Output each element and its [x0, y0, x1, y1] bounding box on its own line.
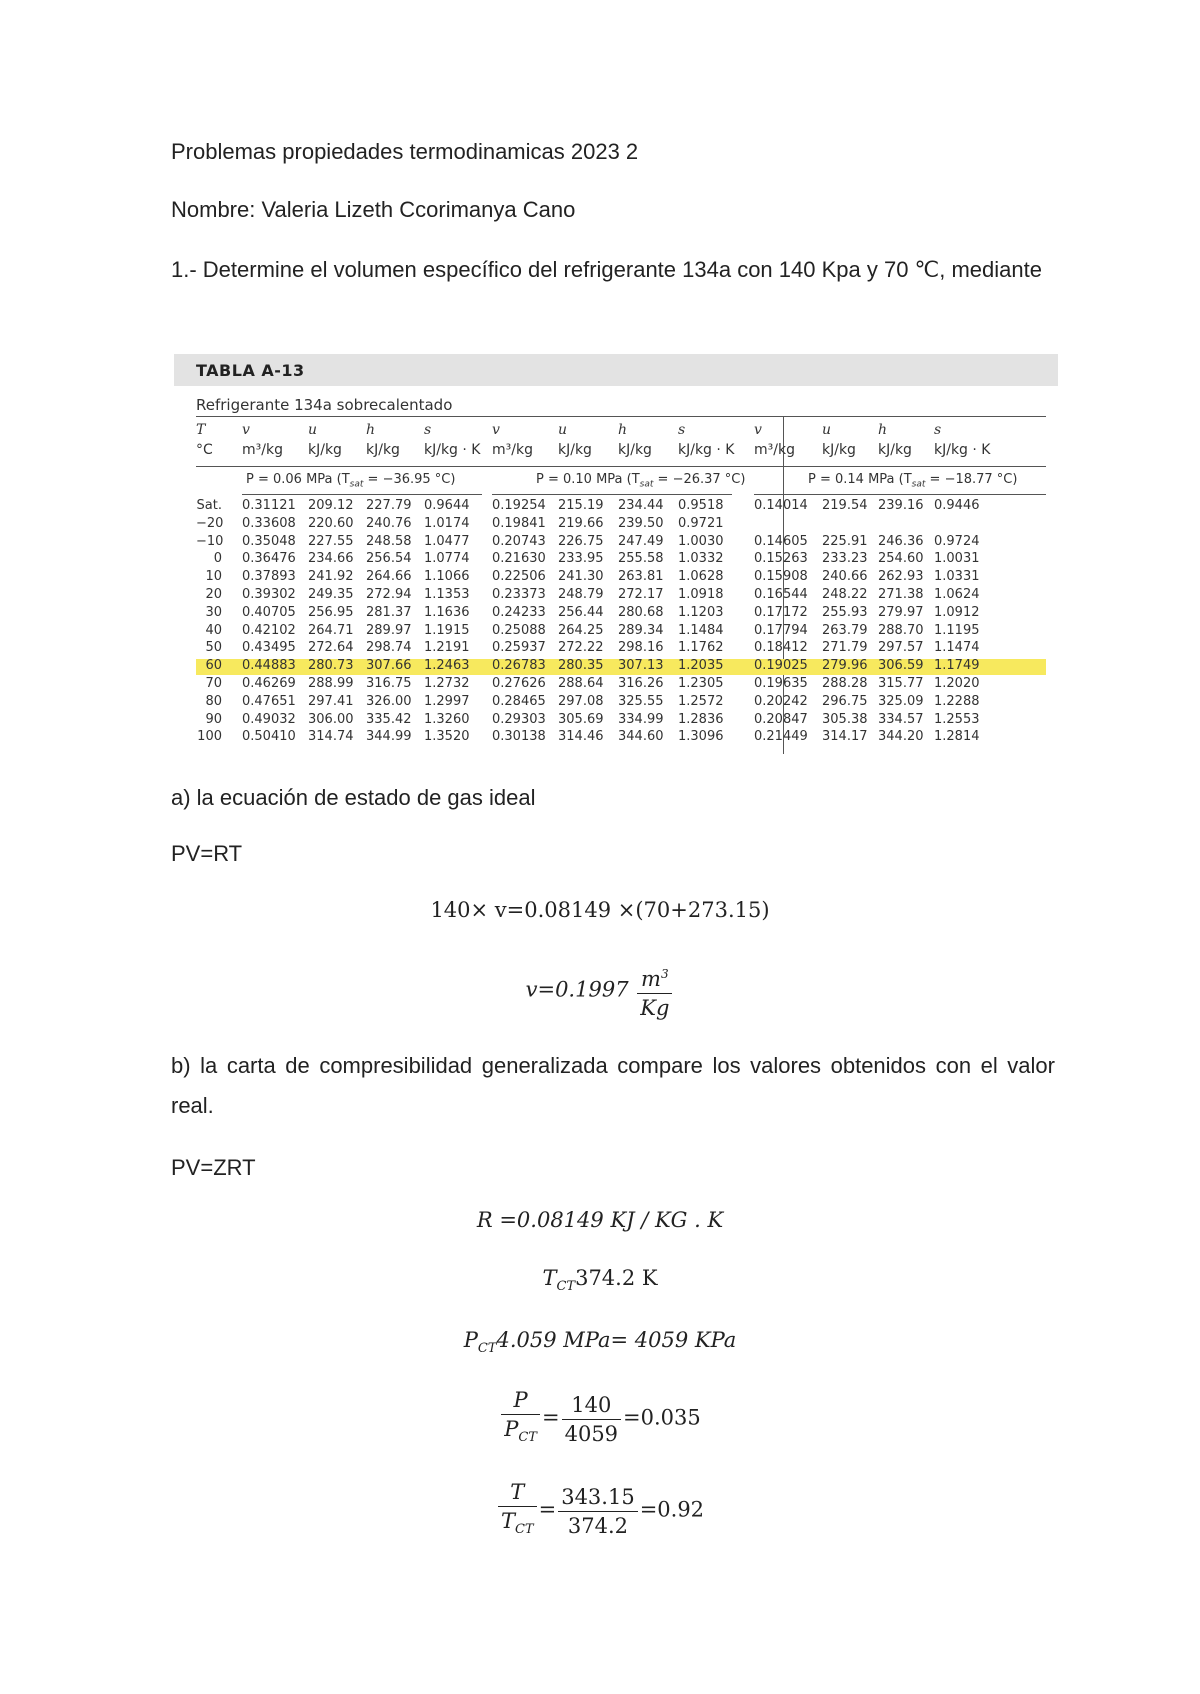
table-cell: 1.2836	[678, 711, 724, 727]
table-cell: 1.3520	[424, 729, 470, 745]
table-cell: 1.2572	[678, 693, 724, 709]
eq6-fraction-1	[501, 1386, 540, 1452]
table-cell: 0.49032	[242, 711, 296, 727]
table-cell: 1.1636	[424, 604, 470, 620]
problem-1-statement: 1.- Determine el volumen específico del refrigerante 134a con 140 Kpa y 70 ℃, mediante	[171, 257, 1042, 282]
table-cell: 334.99	[618, 711, 664, 727]
table-cell: 240.66	[822, 569, 868, 585]
table-title-band	[174, 354, 1058, 386]
eq5-sub: CT	[477, 1341, 497, 1357]
equation-critical-temperature	[0, 1266, 1200, 1294]
table-cell: 314.74	[308, 729, 354, 745]
header-unit: kJ/kg · K	[424, 442, 481, 458]
table-cell: 219.54	[822, 498, 868, 513]
table-cell: 0.40705	[242, 604, 296, 620]
table-cell: 247.49	[618, 533, 664, 549]
table-cell: 1.1066	[424, 569, 470, 585]
table-cell: 1.0031	[934, 551, 980, 567]
table-cell: 0.35048	[242, 533, 296, 549]
eq5-symbol: P	[463, 1328, 478, 1352]
row-temperature: 100	[197, 729, 222, 745]
row-temperature: 90	[205, 711, 222, 727]
table-cell: 0.29303	[492, 711, 546, 727]
table-cell: 0.39302	[242, 587, 296, 602]
table-cell: 0.18412	[754, 640, 808, 656]
student-name: Nombre: Valeria Lizeth Ccorimanya Cano	[171, 197, 576, 222]
table-cell: 1.1203	[678, 604, 724, 620]
table-cell: 248.22	[822, 587, 868, 602]
header-unit: m³/kg	[754, 442, 795, 458]
header-unit: m³/kg	[242, 442, 283, 458]
table-cell: 262.93	[878, 569, 924, 585]
table-cell: 314.46	[558, 729, 604, 745]
row-temperature: 80	[205, 693, 222, 709]
table-cell: 1.2288	[934, 693, 980, 709]
table-cell: 1.2553	[934, 711, 980, 727]
header-unit: kJ/kg · K	[678, 442, 735, 458]
table-cell: 0.9446	[934, 498, 980, 513]
header-symbol: u	[822, 422, 832, 438]
eq2-num-sup: 3	[660, 967, 669, 981]
table-cell: 288.64	[558, 676, 604, 691]
table-cell: 234.44	[618, 498, 664, 513]
table-cell: 0.19635	[754, 676, 808, 691]
eq6-num: P	[501, 1386, 540, 1415]
table-cell: 0.9644	[424, 498, 470, 513]
header-unit: kJ/kg	[618, 442, 652, 458]
table-cell: 0.42102	[242, 622, 296, 638]
header-symbol: v	[492, 422, 500, 438]
table-cell: 1.1484	[678, 622, 724, 638]
compressibility-equation: PV=ZRT	[171, 1155, 256, 1180]
header-symbol: h	[878, 422, 888, 438]
table-cell: 241.30	[558, 569, 604, 585]
table-cell: 1.2997	[424, 693, 470, 709]
table-cell: 315.77	[878, 676, 924, 691]
table-cell: 264.25	[558, 622, 604, 638]
row-temperature: 50	[205, 640, 222, 656]
table-cell: 0.20242	[754, 693, 808, 709]
table-top-rule	[196, 416, 1046, 417]
table-cell: 281.37	[366, 604, 412, 620]
table-cell: 227.79	[366, 498, 412, 513]
table-cell: 0.23373	[492, 587, 546, 602]
table-cell: 215.19	[558, 498, 604, 513]
table-cell: 0.9724	[934, 533, 980, 549]
table-cell: 271.79	[822, 640, 868, 656]
header-symbol: s	[424, 422, 432, 438]
table-cell: 298.74	[366, 640, 412, 656]
table-cell: 344.99	[366, 729, 412, 745]
eq2-den: Kg	[640, 996, 670, 1020]
table-cell: 305.69	[558, 711, 604, 727]
table-title: TABLA A-13	[196, 361, 305, 380]
table-cell: 1.0918	[678, 587, 724, 602]
table-cell: 1.0477	[424, 533, 470, 549]
equation-ideal-gas-substitution: 140× v=0.08149 ×(70+273.15)	[430, 898, 770, 922]
table-cell: 0.26783	[492, 658, 546, 674]
table-cell: 1.3260	[424, 711, 470, 727]
eq6-den: P	[504, 1417, 519, 1441]
table-cell: 240.76	[366, 515, 412, 531]
table-cell: 1.0030	[678, 533, 724, 549]
header-unit: kJ/kg	[822, 442, 856, 458]
table-cell: 279.97	[878, 604, 924, 620]
eq7-fraction-1	[498, 1478, 537, 1544]
equation-reduced-temperature: $\frac{T}{T_{CT}}$ = $\frac{343.15}{374.2}$ =0.92	[0, 1478, 1200, 1544]
table-cell: 1.1353	[424, 587, 470, 602]
table-cell: 272.64	[308, 640, 354, 656]
table-cell: 1.0332	[678, 551, 724, 567]
eq5-value: 4.059 MPa= 4059 KPa	[496, 1328, 737, 1352]
table-subtitle: Refrigerante 134a sobrecalentado	[196, 396, 453, 414]
document-heading: Problemas propiedades termodinamicas 2023 2	[171, 139, 639, 164]
table-cell: 255.93	[822, 604, 868, 620]
table-cell: 325.09	[878, 693, 924, 709]
table-cell: 280.73	[308, 658, 354, 674]
table-cell: 279.96	[822, 658, 868, 674]
header-unit: kJ/kg	[366, 442, 400, 458]
header-symbol: h	[366, 422, 376, 438]
part-b-label: b) la carta de compresibilidad generalizada compare los valores obtenidos con el valor real.	[171, 1053, 1055, 1118]
table-cell: 1.2814	[934, 729, 980, 745]
table-cell: 0.17794	[754, 622, 808, 638]
pressure-caption-rule	[492, 494, 732, 495]
table-cell: 1.3096	[678, 729, 724, 745]
eq7-den2: 374.2	[567, 1513, 628, 1538]
table-cell: 316.75	[366, 676, 412, 691]
table-cell: 0.21630	[492, 551, 546, 567]
table-cell: 1.1749	[934, 658, 980, 674]
table-cell: 335.42	[366, 711, 412, 727]
table-cell: 1.1195	[934, 622, 980, 638]
table-cell: 0.44883	[242, 658, 296, 674]
table-cell: 1.2305	[678, 676, 724, 691]
header-unit: kJ/kg	[308, 442, 342, 458]
table-cell: 0.37893	[242, 569, 296, 585]
table-cell: 0.20743	[492, 533, 546, 549]
eq3-text: R =0.08149 KJ / KG . K	[476, 1208, 724, 1232]
table-cell: 288.28	[822, 676, 868, 691]
table-cell: 239.50	[618, 515, 664, 531]
table-cell: 0.15908	[754, 569, 808, 585]
table-cell: 1.2463	[424, 658, 470, 674]
table-cell: 0.20847	[754, 711, 808, 727]
table-cell: 272.17	[618, 587, 664, 602]
header-unit: kJ/kg · K	[934, 442, 991, 458]
table-cell: 1.2732	[424, 676, 470, 691]
table-cell: 227.55	[308, 533, 354, 549]
table-cell: 289.34	[618, 622, 664, 638]
table-cell: 289.97	[366, 622, 412, 638]
ideal-gas-equation: PV=RT	[171, 841, 243, 866]
table-cell: 296.75	[822, 693, 868, 709]
header-symbol: u	[558, 422, 568, 438]
table-cell: 1.2035	[678, 658, 724, 674]
row-temperature: 70	[205, 676, 222, 691]
table-cell: 0.36476	[242, 551, 296, 567]
table-cell: 0.27626	[492, 676, 546, 691]
eq6-num2: 140	[562, 1391, 621, 1420]
table-cell: 1.2191	[424, 640, 470, 656]
table-cell: 0.33608	[242, 515, 296, 531]
table-cell: 263.79	[822, 622, 868, 638]
eq6-den-sub: CT	[518, 1430, 537, 1446]
row-temperature: −10	[196, 533, 224, 549]
table-cell: 246.36	[878, 533, 924, 549]
eq6-fraction-2	[562, 1391, 621, 1448]
table-cell: 0.19254	[492, 498, 546, 513]
table-cell: 307.66	[366, 658, 412, 674]
eq2-units-fraction	[637, 960, 672, 1022]
table-cell: 0.31121	[242, 498, 296, 513]
table-cell: 0.25088	[492, 622, 546, 638]
equation-critical-pressure	[0, 1328, 1200, 1356]
table-cell: 344.60	[618, 729, 664, 745]
table-cell: 1.2020	[934, 676, 980, 691]
table-cell: 241.92	[308, 569, 354, 585]
eq7-num2: 343.15	[558, 1483, 637, 1512]
table-cell: 334.57	[878, 711, 924, 727]
table-cell: 220.60	[308, 515, 354, 531]
table-cell: 316.26	[618, 676, 664, 691]
row-temperature: 40	[205, 622, 222, 638]
eq4-sub: CT	[556, 1279, 576, 1295]
table-cell: 272.94	[366, 587, 412, 602]
row-temperature: Sat.	[196, 498, 222, 513]
table-cell: 233.95	[558, 551, 604, 567]
table-cell: 264.66	[366, 569, 412, 585]
table-cell: 306.59	[878, 658, 924, 674]
eq6-den2: 4059	[564, 1421, 619, 1446]
table-cell: 0.30138	[492, 729, 546, 745]
refrigerant-table	[174, 354, 1058, 754]
table-cell: 325.55	[618, 693, 664, 709]
table-cell: 264.71	[308, 622, 354, 638]
eq4-symbol: T	[542, 1266, 557, 1290]
table-cell: 298.16	[618, 640, 664, 656]
table-cell: 1.1762	[678, 640, 724, 656]
table-cell: 1.0774	[424, 551, 470, 567]
header-unit: kJ/kg	[558, 442, 592, 458]
table-cell: 0.16544	[754, 587, 808, 602]
table-cell: 0.43495	[242, 640, 296, 656]
table-cell: 1.0624	[934, 587, 980, 602]
table-cell: 0.24233	[492, 604, 546, 620]
eq7-den: T	[500, 1509, 515, 1533]
table-cell: 280.35	[558, 658, 604, 674]
header-symbol: s	[934, 422, 942, 438]
table-cell: 256.44	[558, 604, 604, 620]
eq2-num: m	[641, 967, 661, 991]
table-cell: 0.25937	[492, 640, 546, 656]
header-symbol: v	[242, 422, 250, 438]
table-cell: 255.58	[618, 551, 664, 567]
table-cell: 226.75	[558, 533, 604, 549]
table-cell: 0.22506	[492, 569, 546, 585]
table-cell: 209.12	[308, 498, 354, 513]
table-cell: 1.1474	[934, 640, 980, 656]
pressure-caption: P = 0.14 MPa ($T_{sat} = -18.77$ °C)	[808, 472, 1018, 490]
row-temperature: 0	[213, 551, 222, 567]
table-cell: 0.9721	[678, 515, 724, 531]
table-cell: 233.23	[822, 551, 868, 567]
header-unit: kJ/kg	[878, 442, 912, 458]
table-cell: 0.50410	[242, 729, 296, 745]
row-temperature: 10	[205, 569, 222, 585]
table-cell: 0.15263	[754, 551, 808, 567]
equation-reduced-pressure: $\frac{P}{P_{CT}}$ = $\frac{140}{4059}$ =0.035	[0, 1386, 1200, 1452]
table-cell: 256.54	[366, 551, 412, 567]
header-unit: m³/kg	[492, 442, 533, 458]
equation-specific-volume	[0, 960, 1200, 1022]
equation-gas-constant	[0, 1208, 1200, 1232]
pressure-caption-rule	[242, 494, 482, 495]
table-cell: 297.41	[308, 693, 354, 709]
header-symbol: v	[754, 422, 762, 438]
table-cell: 0.46269	[242, 676, 296, 691]
eq7-result: =0.92	[639, 1497, 705, 1522]
table-cell: 0.47651	[242, 693, 296, 709]
table-cell: 297.08	[558, 693, 604, 709]
header-symbol: T	[196, 422, 206, 438]
table-cell: 1.0331	[934, 569, 980, 585]
eq2-left: v=0.1997	[525, 977, 629, 1002]
table-cell: 314.17	[822, 729, 868, 745]
table-cell: 0.14014	[754, 498, 808, 513]
table-cell: 1.0628	[678, 569, 724, 585]
table-cell: 306.00	[308, 711, 354, 727]
table-cell: 1.1915	[424, 622, 470, 638]
table-cell: 307.13	[618, 658, 664, 674]
eq7-fraction-2	[558, 1483, 637, 1540]
table-cell: 0.14605	[754, 533, 808, 549]
header-symbol: h	[618, 422, 628, 438]
table-cell: 271.38	[878, 587, 924, 602]
table-cell: 288.70	[878, 622, 924, 638]
header-symbol: u	[308, 422, 318, 438]
table-cell: 326.00	[366, 693, 412, 709]
row-temperature: −20	[196, 515, 224, 531]
table-cell: 219.66	[558, 515, 604, 531]
table-cell: 0.9518	[678, 498, 724, 513]
table-cell: 248.79	[558, 587, 604, 602]
table-cell: 0.21449	[754, 729, 808, 745]
row-temperature: 20	[205, 587, 222, 602]
row-temperature: 30	[205, 604, 222, 620]
table-cell: 225.91	[822, 533, 868, 549]
table-cell: 254.60	[878, 551, 924, 567]
table-cell: 280.68	[618, 604, 664, 620]
table-header-rule	[196, 466, 1046, 467]
table-cell: 272.22	[558, 640, 604, 656]
table-cell: 305.38	[822, 711, 868, 727]
table-cell: 288.99	[308, 676, 354, 691]
table-cell: 0.28465	[492, 693, 546, 709]
table-cell: 297.57	[878, 640, 924, 656]
eq6-result: =0.035	[623, 1405, 701, 1430]
table-cell: 263.81	[618, 569, 664, 585]
table-cell: 1.0174	[424, 515, 470, 531]
header-symbol: s	[678, 422, 686, 438]
table-cell: 248.58	[366, 533, 412, 549]
pressure-caption: P = 0.10 MPa ($T_{sat} = -26.37$ °C)	[536, 472, 746, 490]
table-cell: 344.20	[878, 729, 924, 745]
eq7-den-sub: CT	[514, 1522, 534, 1538]
table-cell: 234.66	[308, 551, 354, 567]
part-a-label: a) la ecuación de estado de gas ideal	[171, 785, 536, 810]
header-unit: °C	[196, 442, 213, 458]
eq4-value: 374.2 K	[575, 1266, 658, 1290]
row-temperature: 60	[205, 658, 222, 674]
table-cell: 0.17172	[754, 604, 808, 620]
table-cell: 0.19025	[754, 658, 808, 674]
pressure-caption-rule	[754, 494, 1046, 495]
table-cell: 249.35	[308, 587, 354, 602]
pressure-caption: P = 0.06 MPa ($T_{sat} = -36.95$ °C)	[246, 472, 456, 490]
table-cell: 239.16	[878, 498, 924, 513]
eq7-num: T	[498, 1478, 537, 1507]
table-cell: 0.19841	[492, 515, 546, 531]
table-cell: 1.0912	[934, 604, 980, 620]
table-cell: 256.95	[308, 604, 354, 620]
